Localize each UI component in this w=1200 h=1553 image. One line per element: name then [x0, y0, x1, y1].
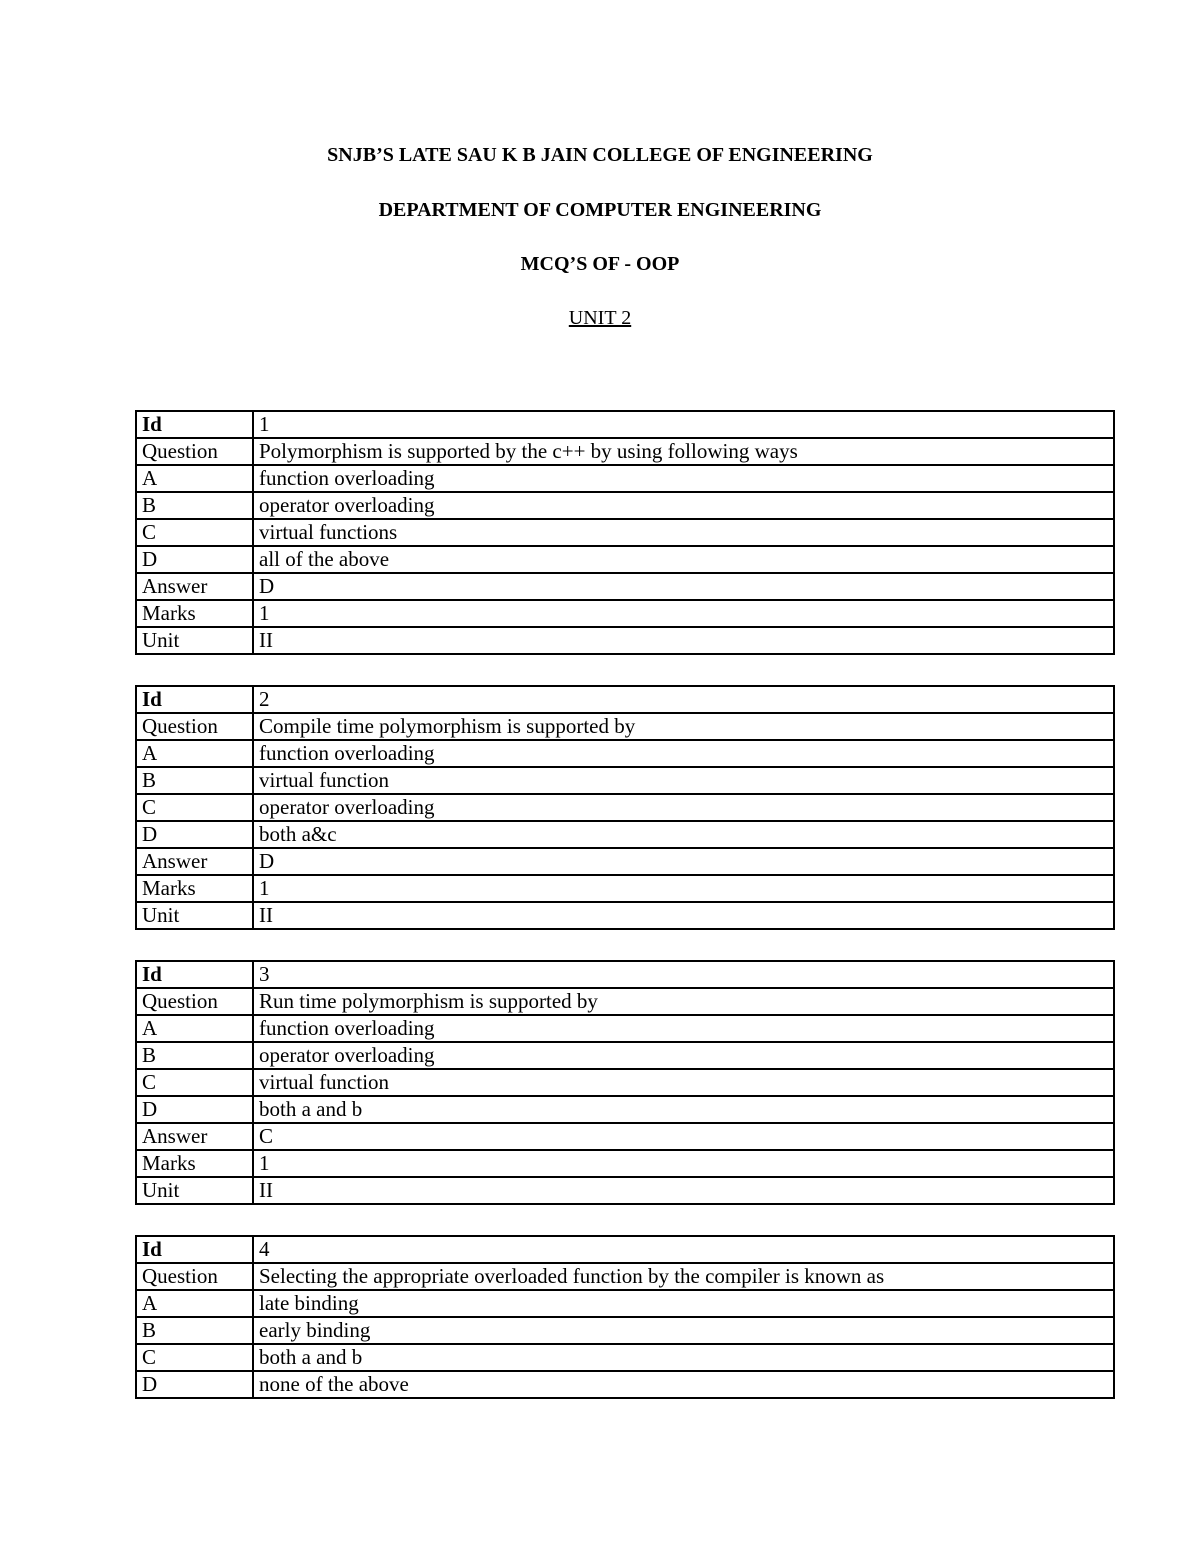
option-d-label: D: [136, 821, 253, 848]
option-a-label: A: [136, 465, 253, 492]
option-c-row: [136, 1069, 1114, 1096]
subject-title: MCQ’S OF - OOP: [520, 253, 680, 275]
id-row: [136, 686, 1114, 713]
question-label: Question: [136, 988, 253, 1015]
question-text: Polymorphism is supported by the c++ by using following ways: [253, 438, 1114, 465]
answer-row: [136, 1123, 1114, 1150]
unit-row: [136, 1177, 1114, 1204]
marks-value: 1: [253, 875, 1114, 902]
option-a-text: late binding: [253, 1290, 1114, 1317]
option-d-text: both a and b: [253, 1096, 1114, 1123]
unit-value: II: [253, 1177, 1114, 1204]
unit-value: II: [253, 902, 1114, 929]
marks-value: 1: [253, 1150, 1114, 1177]
option-b-row: [136, 767, 1114, 794]
id-row: [136, 1236, 1114, 1263]
option-b-label: B: [136, 767, 253, 794]
option-d-label: D: [136, 1371, 253, 1398]
id-value: 4: [253, 1236, 1114, 1263]
option-a-label: A: [136, 1290, 253, 1317]
option-b-label: B: [136, 492, 253, 519]
question-text: Compile time polymorphism is supported by: [253, 713, 1114, 740]
question-table: [135, 685, 1115, 930]
option-c-label: C: [136, 794, 253, 821]
question-text: Selecting the appropriate overloaded function by the compiler is known as: [253, 1263, 1114, 1290]
unit-value: II: [253, 627, 1114, 654]
option-c-row: [136, 794, 1114, 821]
marks-row: [136, 875, 1114, 902]
option-d-row: [136, 821, 1114, 848]
option-a-text: function overloading: [253, 740, 1114, 767]
unit-label: Unit: [136, 627, 253, 654]
option-a-text: function overloading: [253, 1015, 1114, 1042]
option-d-row: [136, 1096, 1114, 1123]
id-label: Id: [136, 686, 253, 713]
option-b-label: B: [136, 1317, 253, 1344]
option-b-text: operator overloading: [253, 492, 1114, 519]
option-b-text: operator overloading: [253, 1042, 1114, 1069]
option-a-label: A: [136, 1015, 253, 1042]
marks-row: [136, 600, 1114, 627]
question-row: [136, 713, 1114, 740]
option-d-text: all of the above: [253, 546, 1114, 573]
question-row: [136, 1263, 1114, 1290]
question-table: [135, 1235, 1115, 1399]
id-label: Id: [136, 411, 253, 438]
option-c-text: virtual function: [253, 1069, 1114, 1096]
option-d-label: D: [136, 1096, 253, 1123]
answer-label: Answer: [136, 1123, 253, 1150]
option-c-label: C: [136, 1344, 253, 1371]
question-table: [135, 410, 1115, 655]
unit-row: [136, 627, 1114, 654]
option-c-text: operator overloading: [253, 794, 1114, 821]
marks-label: Marks: [136, 875, 253, 902]
question-table: [135, 960, 1115, 1205]
option-b-text: early binding: [253, 1317, 1114, 1344]
marks-label: Marks: [136, 600, 253, 627]
option-a-row: [136, 1015, 1114, 1042]
unit-label: Unit: [136, 1177, 253, 1204]
id-row: [136, 961, 1114, 988]
question-label: Question: [136, 438, 253, 465]
option-b-row: [136, 492, 1114, 519]
option-d-text: none of the above: [253, 1371, 1114, 1398]
question-text: Run time polymorphism is supported by: [253, 988, 1114, 1015]
question-label: Question: [136, 713, 253, 740]
option-a-label: A: [136, 740, 253, 767]
id-label: Id: [136, 1236, 253, 1263]
id-row: [136, 411, 1114, 438]
option-d-text: both a&c: [253, 821, 1114, 848]
option-d-label: D: [136, 546, 253, 573]
answer-value: C: [253, 1123, 1114, 1150]
unit-label: Unit: [136, 902, 253, 929]
question-row: [136, 988, 1114, 1015]
option-b-text: virtual function: [253, 767, 1114, 794]
id-label: Id: [136, 961, 253, 988]
option-a-text: function overloading: [253, 465, 1114, 492]
id-value: 3: [253, 961, 1114, 988]
department-title: DEPARTMENT OF COMPUTER ENGINEERING: [378, 199, 822, 221]
option-c-label: C: [136, 1069, 253, 1096]
option-c-label: C: [136, 519, 253, 546]
answer-label: Answer: [136, 573, 253, 600]
id-value: 1: [253, 411, 1114, 438]
option-a-row: [136, 740, 1114, 767]
college-title: SNJB’S LATE SAU K B JAIN COLLEGE OF ENGINEERING: [327, 144, 873, 166]
marks-row: [136, 1150, 1114, 1177]
option-c-row: [136, 519, 1114, 546]
answer-value: D: [253, 848, 1114, 875]
option-c-text: virtual functions: [253, 519, 1114, 546]
id-value: 2: [253, 686, 1114, 713]
question-label: Question: [136, 1263, 253, 1290]
unit-row: [136, 902, 1114, 929]
question-row: [136, 438, 1114, 465]
marks-value: 1: [253, 600, 1114, 627]
option-d-row: [136, 546, 1114, 573]
option-b-label: B: [136, 1042, 253, 1069]
answer-value: D: [253, 573, 1114, 600]
option-c-text: both a and b: [253, 1344, 1114, 1371]
option-a-row: [136, 1290, 1114, 1317]
answer-label: Answer: [136, 848, 253, 875]
marks-label: Marks: [136, 1150, 253, 1177]
option-b-row: [136, 1317, 1114, 1344]
option-b-row: [136, 1042, 1114, 1069]
unit-title: UNIT 2: [568, 307, 632, 329]
option-c-row: [136, 1344, 1114, 1371]
answer-row: [136, 848, 1114, 875]
option-a-row: [136, 465, 1114, 492]
answer-row: [136, 573, 1114, 600]
option-d-row: [136, 1371, 1114, 1398]
